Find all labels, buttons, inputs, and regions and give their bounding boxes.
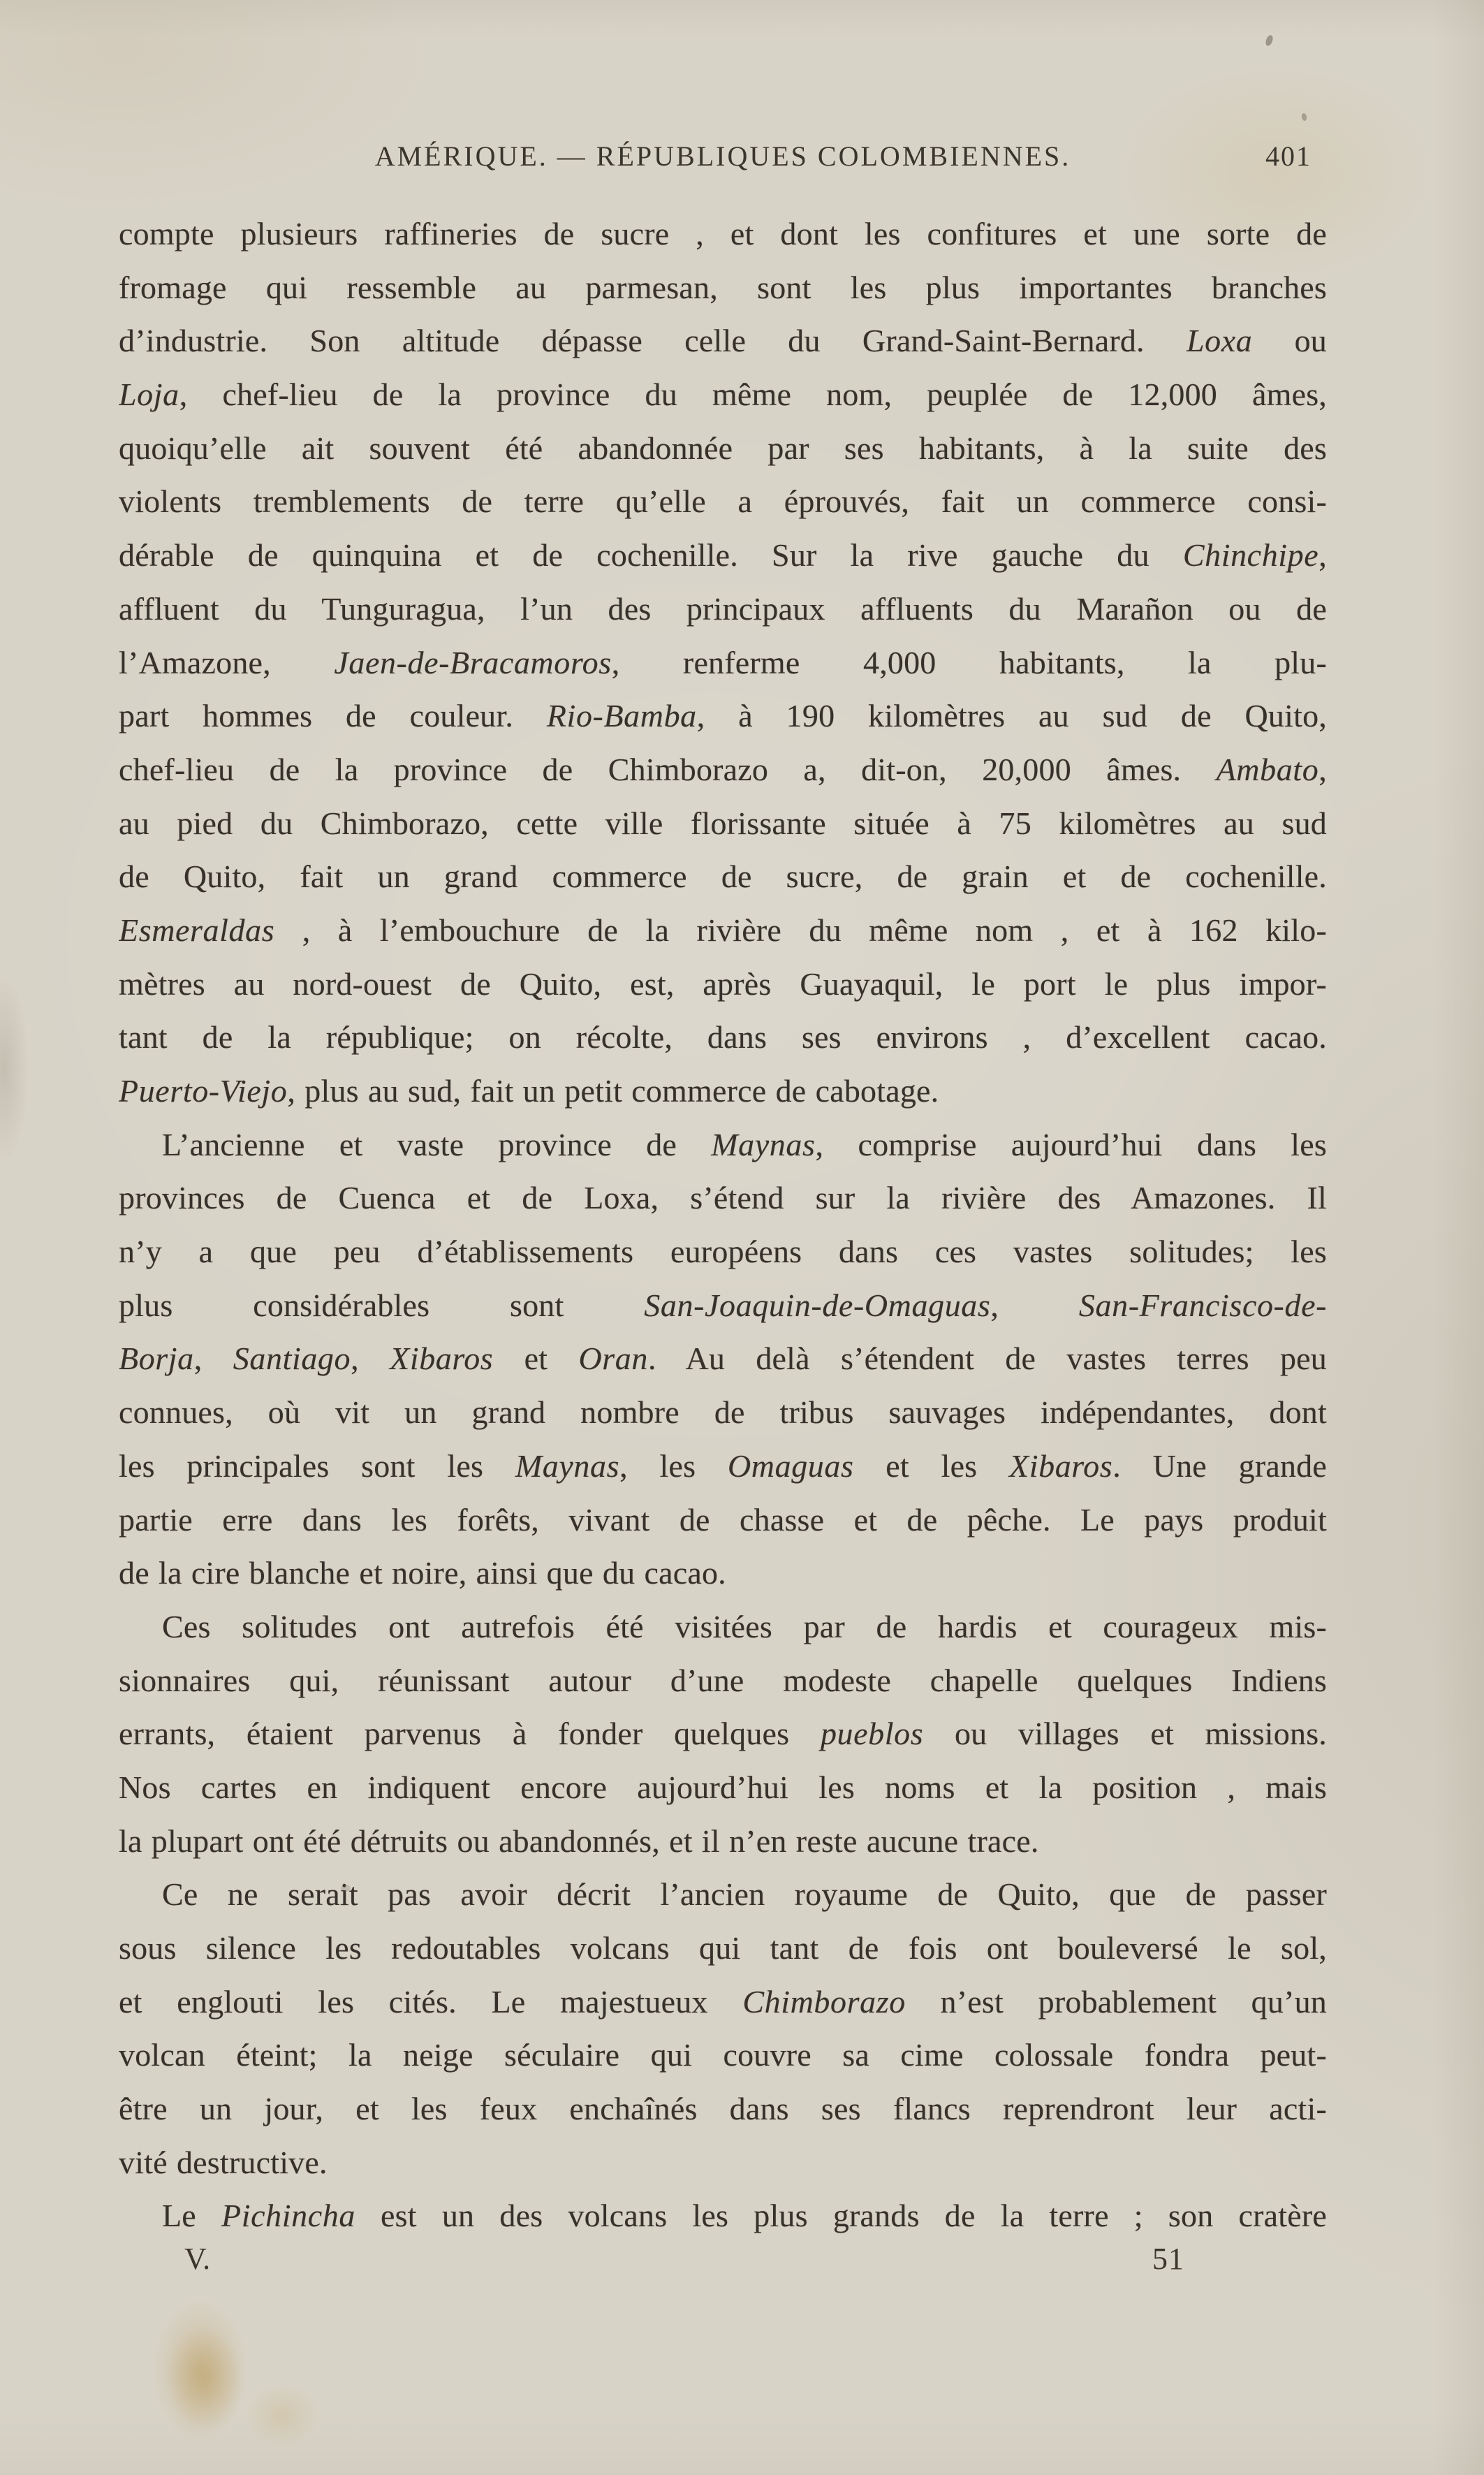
text-line [119,1761,1327,1815]
italic-text-segment: Oran [578,1341,649,1377]
text-segment: volcan éteint; la neige séculaire qui couvre sa cime colossale fondra peut- [119,2037,1327,2073]
text-line [119,1171,1327,1225]
text-line [119,1815,1327,1869]
text-segment: Le [162,2198,222,2234]
text-line [119,850,1327,904]
text-segment: Ce ne serait pas avoir décrit l’ancien royaume de Quito, que de passer [162,1876,1327,1913]
text-segment: et [493,1341,579,1377]
text-segment: de la cire blanche et noire, ainsi que du cacao. [119,1555,726,1591]
page-footer [119,2241,1327,2297]
text-segment: au pied du Chimborazo, cette ville florissante située à 75 kilomètres au sud [119,805,1327,841]
text-line [119,1707,1327,1761]
italic-text-segment: Maynas [515,1447,620,1484]
text-segment: sous silence les redoutables volcans qui tant de fois ont bouleversé le sol, [119,1930,1327,1966]
text-line [119,422,1327,476]
text-segment: , à l’embouchure de la rivière du même nom , et à 162 kilo- [274,912,1327,948]
paper-stain [166,2326,243,2431]
italic-text-segment: Loja [119,377,179,413]
italic-text-segment: Omaguas [727,1447,854,1484]
text-segment: , [193,1341,233,1377]
italic-text-segment: Loxa [1186,323,1253,359]
volume-mark: V. [184,2242,211,2276]
italic-text-segment: Esmeraldas [119,912,275,948]
text-segment: n’est probablement qu’un [905,1983,1327,2020]
paragraph [119,1600,1327,1868]
signature-mark: 51 [1152,2242,1184,2276]
text-segment: et les [853,1447,1010,1484]
italic-text-segment: Chinchipe [1182,537,1319,574]
text-line [119,475,1327,529]
text-segment: Ces solitudes ont autrefois été visitées par de hardis et courageux mis- [162,1608,1327,1644]
text-line [119,2082,1327,2136]
italic-text-segment: Santiago [233,1341,351,1377]
paper-stain [0,978,28,1160]
text-line [119,1868,1327,1922]
italic-text-segment: Puerto-Viejo [119,1073,288,1109]
text-segment: et englouti les cités. Le majestueux [119,1983,743,2020]
text-segment: , renferme 4,000 habitants, la plu- [611,644,1327,680]
text-segment: part hommes de couleur. [119,698,547,734]
text-segment: ou [1252,323,1327,359]
text-line [119,636,1327,690]
italic-text-segment: pueblos [820,1716,924,1752]
italic-text-segment: Borja [119,1341,194,1377]
text-segment: , à 190 kilomètres au sud de Quito, [696,698,1327,734]
text-segment: , plus au sud, fait un petit commerce de cabotage. [287,1073,939,1109]
italic-text-segment: Chimborazo [742,1983,906,2020]
text-line [119,1065,1327,1118]
text-segment: plus considérables sont [119,1287,645,1323]
text-segment: quoiqu’elle ait souvent été abandonnée par ses habitants, à la suite des [119,430,1327,466]
text-line [119,689,1327,743]
text-segment: ou villages et missions. [923,1716,1327,1752]
text-line [119,583,1327,636]
italic-text-segment: Pichincha [221,2198,355,2234]
text-line [119,261,1327,315]
text-line [119,529,1327,583]
text-segment: provinces de Cuenca et de Loxa, s’étend sur la rivière des Amazones. Il [119,1180,1327,1216]
text-line [119,1600,1327,1654]
text-segment: mètres au nord-ouest de Quito, est, après Guayaquil, le port le plus impor- [119,965,1327,1002]
text-segment: . Au delà s’étendent de vastes terres peu [648,1341,1327,1377]
paragraph [119,1118,1327,1600]
text-segment: partie erre dans les forêts, vivant de chasse et de pêche. Le pays produit [119,1501,1327,1538]
running-head-title: AMÉRIQUE. — RÉPUBLIQUES COLOMBIENNES. [374,140,1071,172]
text-segment: violents tremblements de terre qu’elle a éprouvés, fait un commerce consi- [119,483,1327,520]
text-segment: , [990,1287,1079,1323]
text-segment: , [1318,537,1327,574]
text-segment: L’ancienne et vaste province de [162,1126,712,1162]
paper-speck [1265,34,1274,47]
running-head [119,140,1327,173]
text-segment: connues, où vit un grand nombre de tribus sauvages indépendantes, dont [119,1394,1327,1431]
italic-text-segment: San-Joaquin-de-Omaguas [644,1287,991,1323]
text-line [119,1332,1327,1386]
text-segment: dérable de quinquina et de cochenille. Sur la rive gauche du [119,537,1183,574]
text-segment: , comprise aujourd’hui dans les [815,1126,1327,1162]
text-line [119,1654,1327,1708]
italic-text-segment: Ambato [1216,751,1319,787]
text-segment: errants, étaient parvenus à fonder quelques [119,1716,821,1752]
text-segment: l’Amazone, [119,644,335,680]
text-line [119,314,1327,368]
text-line [119,1279,1327,1333]
text-segment: sionnaires qui, réunissant autour d’une modeste chapelle quelques Indiens [119,1662,1327,1698]
italic-text-segment: Jaen-de-Bracamoros [334,644,612,680]
text-line [119,1386,1327,1440]
text-segment: . Une grande [1112,1447,1327,1484]
text-line [119,1976,1327,2029]
text-segment: n’y a que peu d’établissements européens dans ces vastes solitudes; les [119,1234,1327,1270]
text-line [119,1494,1327,1547]
italic-text-segment: Xibaros [1009,1447,1113,1484]
text-segment: être un jour, et les feux enchaînés dans ses flancs reprendront leur acti- [119,2091,1327,2127]
text-segment: , [351,1341,390,1377]
text-segment: compte plusieurs raffineries de sucre , et dont les confitures et une sorte de [119,216,1327,251]
text-segment: la plupart ont été détruits ou abandonnés, et il n’en reste aucune trace. [119,1823,1039,1859]
paper-speck [1301,112,1307,121]
text-line [119,2136,1327,2190]
paper-speck [341,1885,351,1892]
text-line [119,1547,1327,1600]
paragraph [119,1868,1327,2189]
text-line [119,1440,1327,1494]
text-segment: tant de la république; on récolte, dans ses environs , d’excellent cacao. [119,1019,1327,1056]
text-line [119,1118,1327,1172]
text-segment: les principales sont les [119,1447,515,1484]
text-segment: vité destructive. [119,2144,328,2180]
italic-text-segment: San-Francisco-de- [1078,1287,1327,1323]
text-line [119,1225,1327,1279]
text-segment: affluent du Tunguragua, l’un des principaux affluents du Marañon ou de [119,590,1327,627]
page-number: 401 [1265,140,1312,172]
text-line [119,368,1327,422]
text-line [119,904,1327,958]
paragraph [119,2189,1327,2243]
italic-text-segment: Maynas [711,1126,816,1162]
text-segment: chef-lieu de la province de Chimborazo a, dit-on, 20,000 âmes. [119,751,1217,787]
text-line [119,2029,1327,2082]
text-segment: de Quito, fait un grand commerce de sucre, de grain et de cochenille. [119,859,1327,895]
text-line [119,1922,1327,1976]
text-line [119,207,1327,261]
text-line [119,797,1327,851]
text-segment: fromage qui ressemble au parmesan, sont les plus importantes branches [119,269,1327,305]
text-segment: est un des volcans les plus grands de la terre ; son cratère [355,2198,1327,2234]
italic-text-segment: Rio-Bamba [546,698,697,734]
text-segment: , les [619,1447,728,1484]
text-segment: , chef-lieu de la province du même nom, peuplée de 12,000 âmes, [179,377,1327,413]
italic-text-segment: Xibaros [390,1341,494,1377]
text-segment: , [1318,751,1327,787]
text-block [119,207,1327,2243]
text-line [119,2189,1327,2243]
text-line [119,1011,1327,1065]
paragraph [119,207,1327,1118]
text-line [119,743,1327,797]
text-segment: d’industrie. Son altitude dépasse celle du Grand-Saint-Bernard. [119,323,1187,359]
text-line [119,958,1327,1012]
text-segment: Nos cartes en indiquent encore aujourd’hui les noms et la position , mais [119,1769,1327,1805]
